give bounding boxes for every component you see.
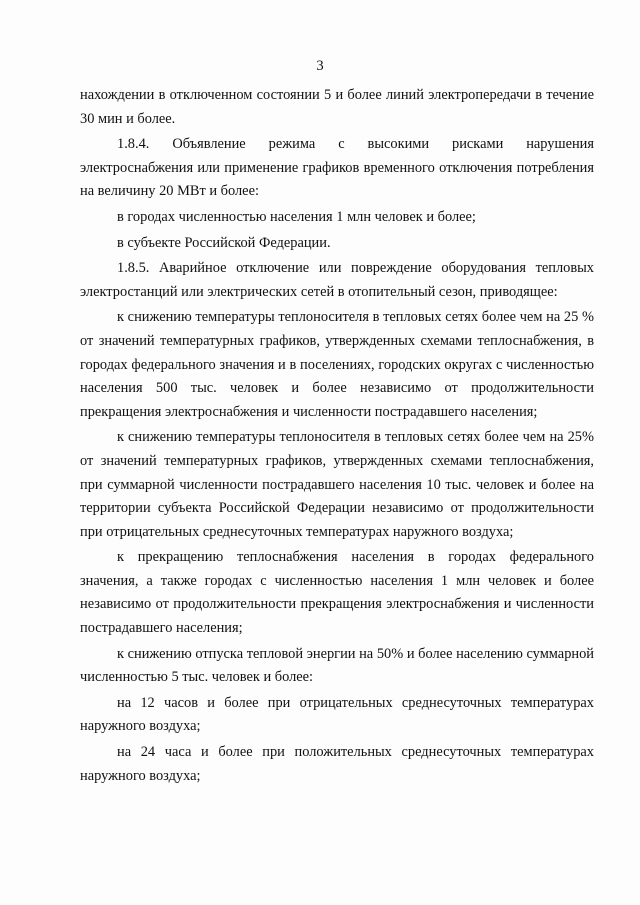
paragraph-subject-rf: в субъекте Российской Федерации.: [117, 234, 331, 251]
paragraph-1-8-4: 1.8.4. Объявление режима с высокими рисками нарушения электроснабжения или применение графиков временного отключения потребления на величину 20 МВт и более:: [80, 136, 594, 200]
page-number: 3: [316, 58, 324, 74]
paragraph-heat-stop: к прекращению теплоснабжения населения в городах федерального значения, а также городах с численностью населения 1 млн человек и более независимо от продолжительности прекращения электроснабжения и численности пострадавшего населения;: [80, 549, 594, 637]
paragraph-cities-1mln: в городах численностью населения 1 млн человек и более;: [117, 208, 476, 225]
paragraph-heat-50: к снижению отпуска тепловой энергии на 50% и более населению суммарной численностью 5 тыс. человек и более:: [80, 645, 594, 686]
paragraph-continuation: нахождении в отключенном состоянии 5 и более линий электропередачи в течение 30 мин и более.: [80, 87, 594, 127]
paragraph-temp-25-subject: к снижению температуры теплоносителя в тепловых сетях более чем на 25% от значений температурных графиков, утвержденных схемами теплоснабжения, при суммарной численности пострадавшего населения 10 тыс. человек и более на территории субъекта Российской Федерации независимо от продолжительности при отрицательных среднесуточных температурах наружного воздуха;: [80, 429, 594, 540]
paragraph-temp-25-federal: к снижению температуры теплоносителя в тепловых сетях более чем на 25 % от значений температурных графиков, утвержденных схемами теплоснабжения, в городах федерального значения и в поселениях, городских округах с численностью населения 500 тыс. человек и более независимо от продолжительности прекращения электроснабжения и численности пострадавшего населения;: [80, 309, 594, 420]
document-body: [80, 84, 594, 788]
paragraph-12-hours: на 12 часов и более при отрицательных среднесуточных температурах наружного воздуха;: [80, 694, 594, 735]
paragraph-24-hours: на 24 часа и более при положительных среднесуточных температурах наружного воздуха;: [80, 744, 594, 784]
paragraph-1-8-5: 1.8.5. Аварийное отключение или повреждение оборудования тепловых электростанций или электрических сетей в отопительный сезон, приводящее:: [80, 260, 594, 300]
